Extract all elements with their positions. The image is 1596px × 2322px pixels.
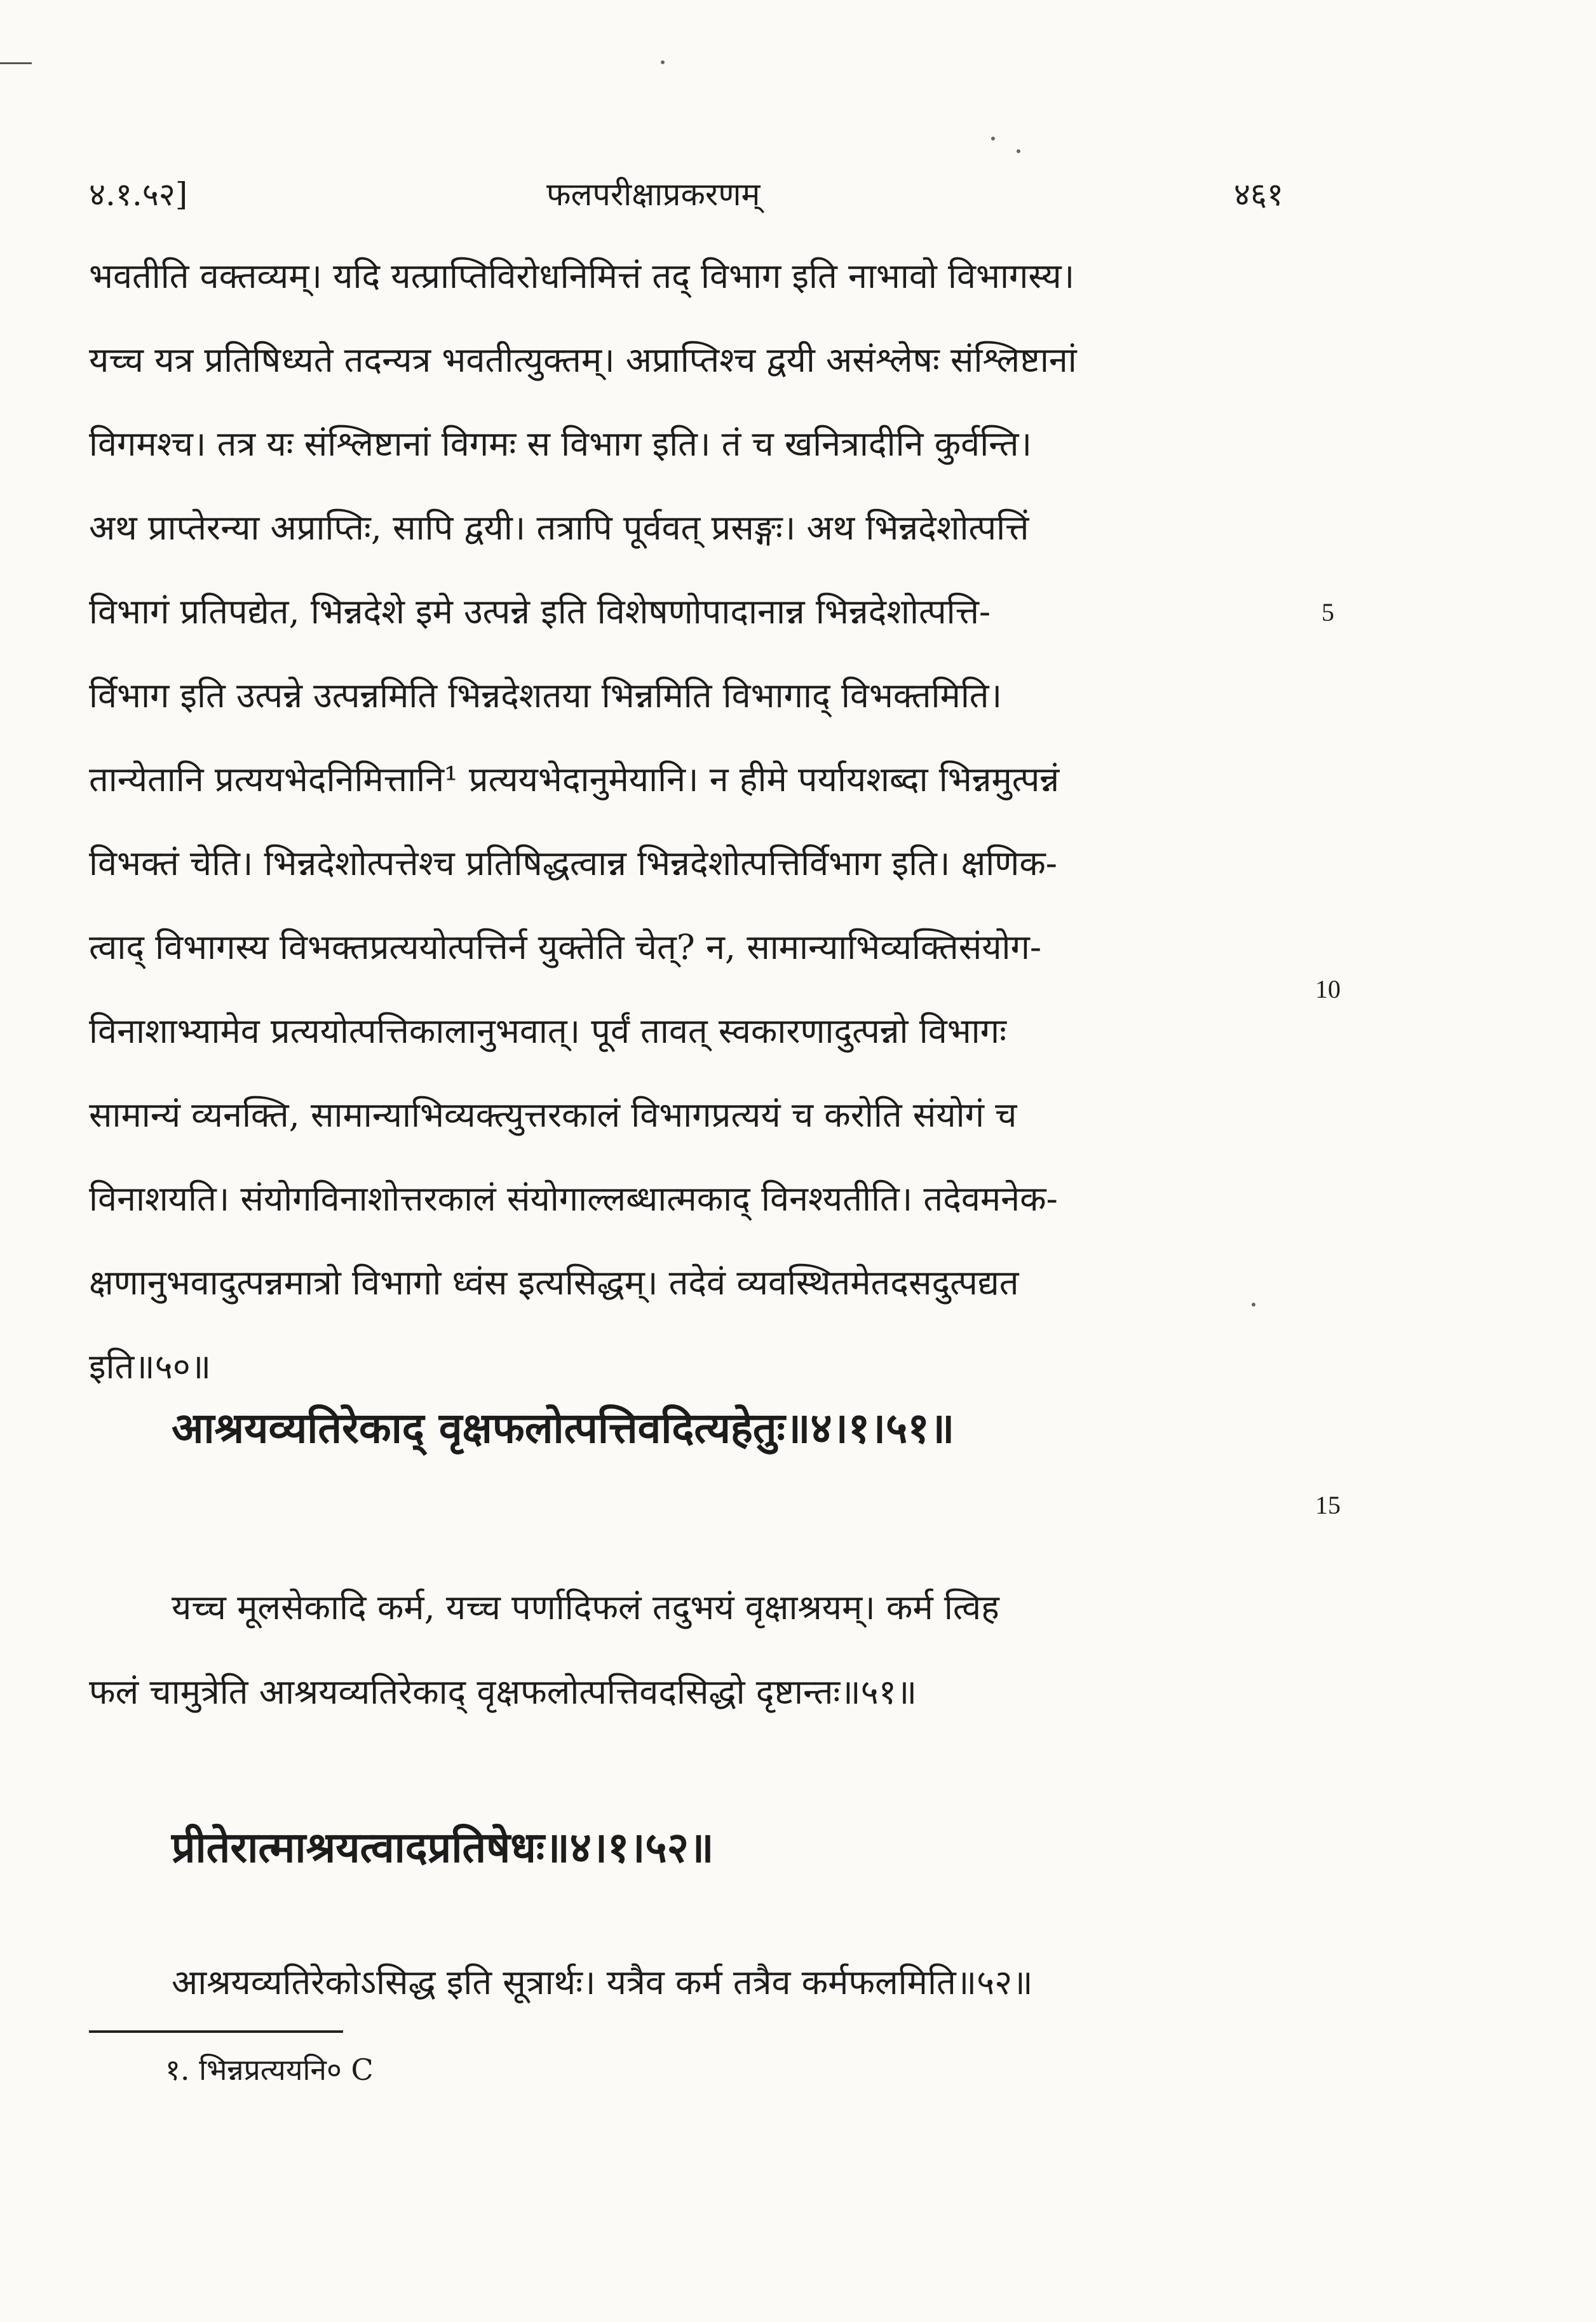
text-line: विनाशाभ्यामेव प्रत्ययोत्पत्तिकालानुभवात्। पूर्वं तावत् स्वकारणादुत्पन्नो विभागः [89,1011,1006,1051]
text-line: भवतीति वक्तव्यम्। यदि यत्प्राप्तिविरोधनिमित्तं तद् विभाग इति नाभावो विभागस्य। [89,256,1075,296]
scan-speck [1017,149,1020,153]
line-number-10: 10 [1315,975,1341,1003]
line-number-5: 5 [1322,598,1334,627]
page-number: ४६१ [1234,176,1283,213]
text-line: यच्च यत्र प्रतिषिध्यते तदन्यत्र भवतीत्युक्तम्। अप्राप्तिश्च द्वयी असंश्लेषः संश्लिष्टानां [89,340,1077,380]
text-line: इति॥५०॥ [89,1347,212,1387]
text-line: विनाशयति। संयोगविनाशोत्तरकालं संयोगाल्लब्धात्मकाद् विनश्यतीति। तदेवमनेक- [89,1179,1058,1219]
text-line: विभक्तं चेति। भिन्नदेशोत्पत्तेश्च प्रतिषिद्धत्वान्न भिन्नदेशोत्पत्तिर्विभाग इति। क्षणिक- [89,843,1058,883]
sutra-52: प्रीतेरात्माश्रयत्वादप्रतिषेधः॥४।१।५२॥ [172,1823,714,1872]
text-line: र्विभाग इति उत्पन्ने उत्पन्नमिति भिन्नदेशतया भिन्नमिति विभागाद् विभक्तमिति। [89,676,1003,716]
text-line: आश्रयव्यतिरेकोऽसिद्ध इति सूत्रार्थः। यत्रैव कर्म तत्रैव कर्मफलमिति॥५२॥ [172,1962,1033,2002]
section-reference: ४.१.५२] [89,176,188,213]
text-line: फलं चामुत्रेति आश्रयव्यतिरेकाद् वृक्षफलोत्पत्तिवदसिद्धो दृष्टान्तः॥५१॥ [89,1672,917,1712]
text-line: यच्च मूलसेकादि कर्म, यच्च पर्णादिफलं तदुभयं वृक्षाश्रयम्। कर्म त्विह [172,1587,999,1627]
line-number-15: 15 [1315,1491,1341,1519]
text-line: त्वाद् विभागस्य विभक्तप्रत्ययोत्पत्तिर्न युक्तेति चेत्? न, सामान्याभिव्यक्तिसंयोग- [89,927,1042,967]
text-line: अथ प्राप्तेरन्या अप्राप्तिः, सापि द्वयी। तत्रापि पूर्ववत् प्रसङ्गः। अथ भिन्नदेशोत्पत्तिं [89,508,1029,548]
scan-edge-mark [0,62,32,64]
text-line: विगमश्च। तत्र यः संश्लिष्टानां विगमः स विभाग इति। तं च खनित्रादीनि कुर्वन्ति। [89,424,1032,464]
sutra-51: आश्रयव्यतिरेकाद् वृक्षफलोत्पत्तिवदित्यहेतुः॥४।१।५१॥ [172,1403,955,1453]
footnote: १. भिन्नप्रत्ययनि० C [165,2053,374,2087]
text-line: तान्येतानि प्रत्ययभेदनिमित्तानि¹ प्रत्ययभेदानुमेयानि। न हीमे पर्यायशब्दा भिन्नमुत्पन्नं [89,759,1060,799]
text-line: विभागं प्रतिपद्येत, भिन्नदेशे इमे उत्पन्ने इति विशेषणोपादानान्न भिन्नदेशोत्पत्ति- [89,592,991,632]
scan-speck [991,137,995,140]
scan-speck [1252,1303,1255,1307]
footnote-rule [89,2030,343,2033]
scan-speck [661,60,665,64]
text-line: सामान्यं व्यनक्ति, सामान्याभिव्यक्त्युत्तरकालं विभागप्रत्ययं च करोति संयोगं च [89,1095,1017,1135]
running-title: फलपरीक्षाप्रकरणम् [546,176,761,213]
text-line: क्षणानुभवादुत्पन्नमात्रो विभागो ध्वंस इत्यसिद्धम्। तदेवं व्यवस्थितमेतदसदुत्पद्यत [89,1263,1019,1303]
